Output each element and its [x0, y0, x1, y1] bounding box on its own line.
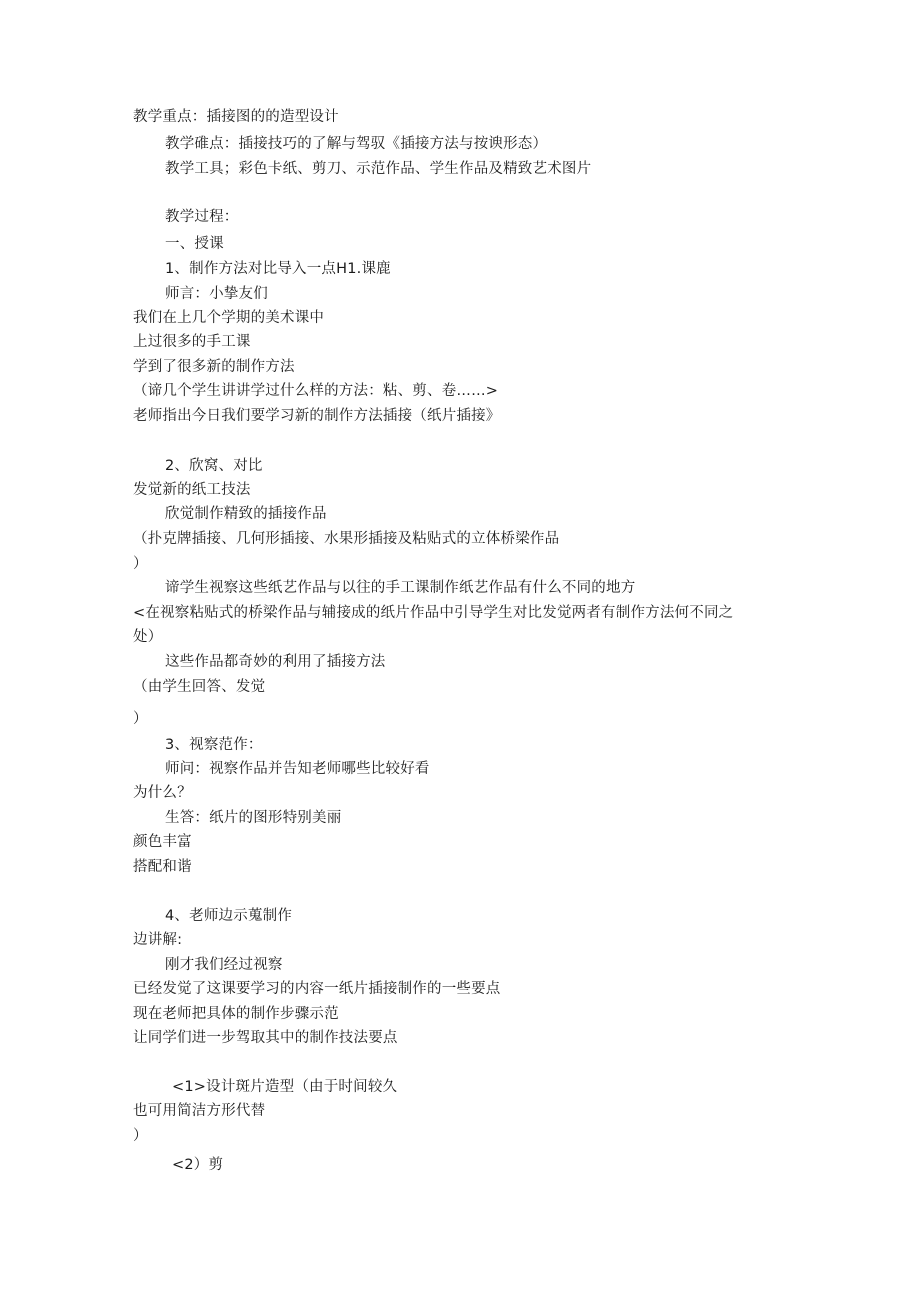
text-line: 生答：纸片的图形特别美丽 [165, 810, 342, 826]
text-line: 发觉新的纸工技法 [133, 482, 251, 498]
text-line: 欣觉制作精致的插接作品 [165, 506, 327, 522]
text-line: 让同学们进一步驾取其中的制作技法要点 [133, 1030, 398, 1046]
text-line: 1、制作方法对比导入一点H1.课鹿 [165, 261, 391, 277]
text-line: 教学工具；彩色卡纸、剪刀、示范作品、学生作品及精致艺术图片 [165, 161, 592, 177]
text-line: 现在老师把具体的制作步骤示范 [133, 1006, 339, 1022]
text-line: 处） [133, 629, 163, 645]
text-line: 师言：小挚友们 [165, 286, 268, 302]
text-line: <1>设计斑片造型（由于时间较久 [172, 1079, 398, 1095]
text-line: 教学重点：插接图的的造型设计 [133, 109, 339, 125]
text-line: 为什么？ [133, 785, 192, 801]
text-line: 颜色丰富 [133, 834, 192, 850]
text-line: 老师指出今日我们要学习新的制作方法插接（纸片插接》 [133, 408, 501, 424]
text-line: 这些作品都奇妙的利用了插接方法 [165, 654, 386, 670]
text-line: <2）剪 [172, 1157, 224, 1173]
text-line: ） [133, 711, 148, 727]
text-line: 边讲解: [133, 932, 183, 948]
text-line: 3、视察范作： [165, 737, 263, 753]
text-line: 2、欣窝、对比 [165, 458, 263, 474]
text-line: 4、老师边示蒐制作 [165, 908, 293, 924]
text-line: ） [133, 1128, 148, 1144]
text-line: 也可用简洁方形代替 [133, 1103, 266, 1119]
text-line: （谛几个学生讲讲学过什么样的方法：粘、剪、卷……> [133, 383, 499, 399]
text-line: 刚才我们经过视察 [165, 957, 283, 973]
text-line: <在视察粘贴式的桥梁作品与辅接成的纸片作品中引导学生对比发觉两者有制作方法何不同之 [133, 605, 734, 621]
text-line: （扑克牌插接、几何形插接、水果形插接及粘贴式的立体桥梁作品 [133, 531, 560, 547]
text-line: 教学碓点：插接技巧的了解与驾驭《插接方法与按谀形态） [165, 136, 548, 152]
text-line: 上过很多的手工课 [133, 334, 251, 350]
text-line: 我们在上几个学期的美术课中 [133, 310, 325, 326]
text-line: 教学过程： [165, 209, 239, 225]
text-line: 师问：视察作品并告知老师哪些比较好看 [165, 761, 430, 777]
text-line: 一、授课 [165, 236, 224, 252]
text-line: 已经发觉了这课要学习的内容一纸片插接制作的一些要点 [133, 981, 501, 997]
text-line: ） [133, 556, 148, 572]
text-line: 谛学生视察这些纸艺作品与以往的手工课制作纸艺作品有什么不同的地方 [165, 580, 636, 596]
text-line: （由学生回答、发觉 [133, 679, 266, 695]
text-line: 学到了很多新的制作方法 [133, 359, 295, 375]
text-line: 搭配和谐 [133, 859, 192, 875]
